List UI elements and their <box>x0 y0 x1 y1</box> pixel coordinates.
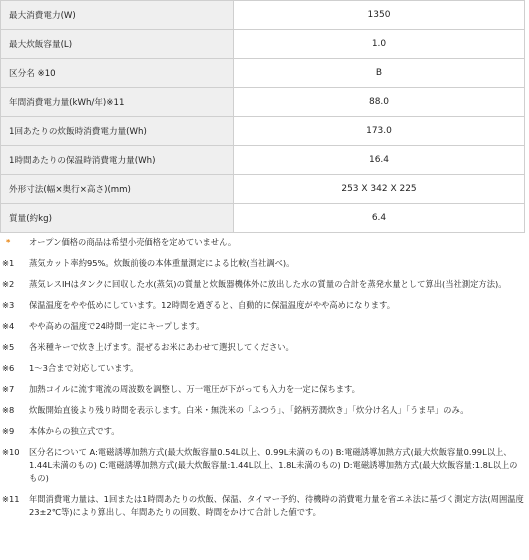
footnote-mark: ※11 <box>2 494 20 504</box>
spec-value: 6.4 <box>234 204 525 233</box>
footnote-mark: ※7 <box>2 384 15 394</box>
spec-value: 1.0 <box>234 30 525 59</box>
spec-label: 年間消費電力量(kWh/年)※11 <box>1 88 234 117</box>
spec-value: 1350 <box>234 1 525 30</box>
footnote-text: オープン価格の商品は希望小売価格を定めていません。 <box>29 237 237 247</box>
footnote <box>2 257 524 270</box>
footnote <box>2 320 524 333</box>
footnote-mark: ※1 <box>2 258 15 268</box>
footnote <box>2 425 524 438</box>
footnote <box>2 446 524 485</box>
spec-label: 最大消費電力(W) <box>1 1 234 30</box>
spec-label: 区分名 ※10 <box>1 59 234 88</box>
footnote-mark: ※5 <box>2 342 15 352</box>
footnote <box>2 341 524 354</box>
footnote-mark: ※4 <box>2 321 15 331</box>
footnote-text: やや高めの温度で24時間一定にキープします。 <box>29 321 205 331</box>
footnote-mark: ※8 <box>2 405 15 415</box>
spec-row <box>1 59 525 88</box>
footnote-text: 炊飯開始直後より残り時間を表示します。白米・無洗米の「ふつう」、「銘柄芳潤炊き」「炊分け名人」「うま早」のみ。 <box>29 405 469 415</box>
footnote-mark: * <box>6 237 11 247</box>
spec-value: 88.0 <box>234 88 525 117</box>
spec-label: 質量(約kg) <box>1 204 234 233</box>
footnote <box>2 299 524 312</box>
footnote <box>2 404 524 417</box>
spec-value: 173.0 <box>234 117 525 146</box>
spec-label: 1回あたりの炊飯時消費電力量(Wh) <box>1 117 234 146</box>
spec-value: 16.4 <box>234 146 525 175</box>
footnote-text: 蒸気レスIHはタンクに回収した水(蒸気)の質量と炊飯器機体外に放出した水の質量の合計を蒸発水量として算出(当社測定方法)。 <box>29 279 507 289</box>
spec-label: 1時間あたりの保温時消費電力量(Wh) <box>1 146 234 175</box>
footnote-text: 加熱コイルに流す電流の周波数を調整し、万一電圧が下がっても入力を一定に保ちます。 <box>29 384 360 394</box>
spec-row <box>1 88 525 117</box>
footnote-text: 年間消費電力量は、1回または1時間あたりの炊飯、保温、タイマー予約、待機時の消費電力量を省エネ法に基づく測定方法(周囲温度23±2℃等)により算出し、年間あたりの回数、時間をかけて合計した値です。 <box>29 494 524 517</box>
footnote-text: 保温温度をやや低めにしています。12時間を過ぎると、自動的に保温温度がやや高めになります。 <box>29 300 395 310</box>
spec-row <box>1 1 525 30</box>
footnote-mark: ※10 <box>2 447 20 457</box>
footnote-text: 1〜3合まで対応しています。 <box>29 363 139 373</box>
spec-label: 外形寸法(幅×奥行×高さ)(mm) <box>1 175 234 204</box>
spec-row <box>1 146 525 175</box>
spec-row <box>1 30 525 59</box>
spec-row <box>1 204 525 233</box>
footnotes <box>2 236 524 527</box>
footnote <box>2 383 524 396</box>
footnote-text: 各米種キーで炊き上げます。混ぜるお米にあわせて選択してください。 <box>29 342 294 352</box>
footnote <box>2 362 524 375</box>
spec-label: 最大炊飯容量(L) <box>1 30 234 59</box>
footnote-mark: ※2 <box>2 279 15 289</box>
footnote <box>2 493 524 519</box>
footnote-text: 蒸気カット率約95%。炊飯前後の本体重量測定による比較(当社調べ)。 <box>29 258 295 268</box>
footnote-mark: ※9 <box>2 426 15 436</box>
spec-value: 253 X 342 X 225 <box>234 175 525 204</box>
spec-row <box>1 175 525 204</box>
spec-value: B <box>234 59 525 88</box>
spec-table <box>0 0 525 233</box>
footnote-mark: ※3 <box>2 300 15 310</box>
footnote-text: 本体からの独立式です。 <box>29 426 120 436</box>
footnote-text: 区分名について A:電磁誘導加熱方式(最大炊飯容量0.54L以上、0.99L未満のもの) B:電磁誘導加熱方式(最大炊飯容量0.99L以上、1.44L未満のもの) C:電磁誘導加熱方式(最大炊飯容量:1.44L以上、1.8L未満のもの) D:電磁誘導加熱方式(最大炊飯容量:1.8L以上のもの) <box>29 447 518 483</box>
footnote <box>2 236 524 249</box>
footnote <box>2 278 524 291</box>
spec-row <box>1 117 525 146</box>
footnote-mark: ※6 <box>2 363 15 373</box>
